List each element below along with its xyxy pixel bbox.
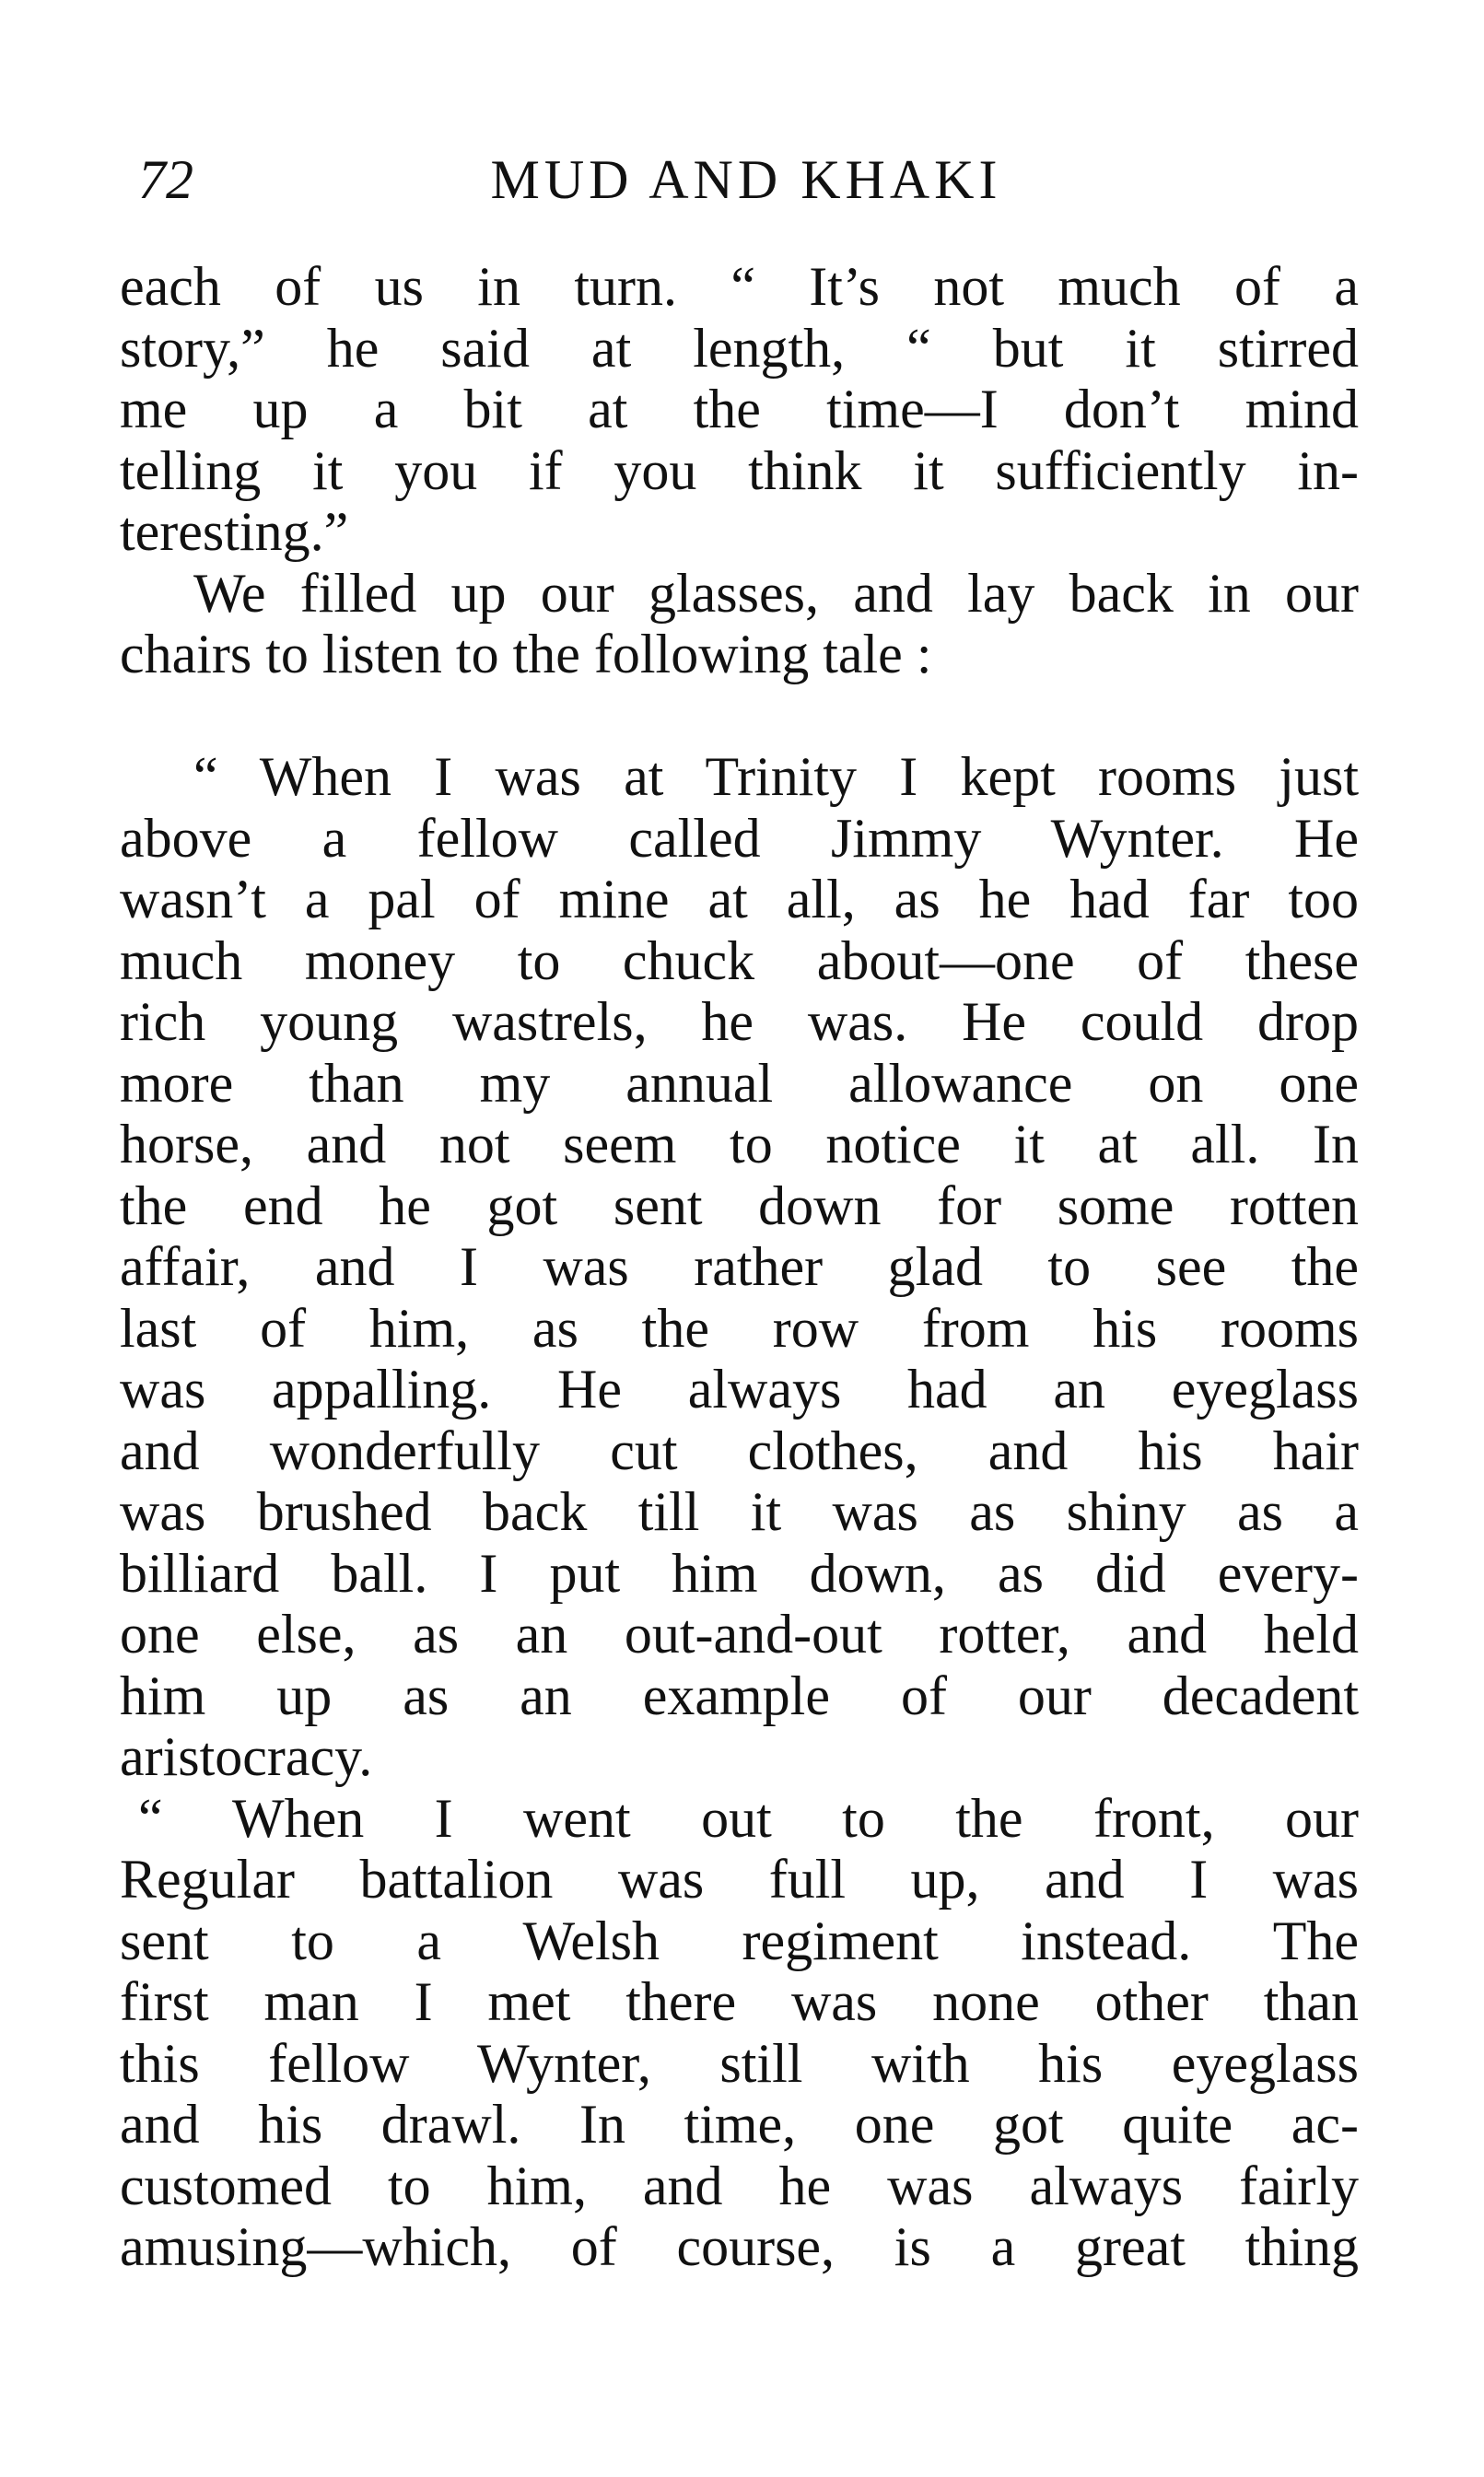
text-line: me up a bit at the time—I don’t mind bbox=[120, 379, 1359, 439]
text-line: affair, and I was rather glad to see the bbox=[120, 1236, 1359, 1297]
text-line: “ When I was at Trinity I kept rooms just bbox=[193, 746, 1359, 807]
text-line: and his drawl. In time, one got quite ac- bbox=[120, 2094, 1359, 2155]
text-line: this fellow Wynter, still with his eyeglass bbox=[120, 2032, 1359, 2094]
text-line: wasn’t a pal of mine at all, as he had far too bbox=[120, 869, 1359, 929]
text-line: aristocracy. bbox=[120, 1726, 373, 1787]
text-line: story,” he said at length, “ but it stirred bbox=[120, 317, 1359, 379]
text-line: chairs to listen to the following tale : bbox=[120, 624, 932, 684]
text-line: more than my annual allowance on one bbox=[120, 1052, 1359, 1114]
text-line: Regular battalion was full up, and I was bbox=[120, 1849, 1359, 1910]
page-header bbox=[138, 143, 1354, 216]
text-line: telling it you if you think it sufficiently in- bbox=[120, 439, 1359, 501]
text-line: first man I met there was none other than bbox=[120, 1971, 1359, 2032]
text-line: customed to him, and he was always fairly bbox=[120, 2155, 1359, 2216]
text-line: rich young wastrels, he was. He could drop bbox=[120, 991, 1359, 1052]
text-line: above a fellow called Jimmy Wynter. He bbox=[120, 807, 1359, 869]
text-line: sent to a Welsh regiment instead. The bbox=[120, 1910, 1359, 1971]
text-line: much money to chuck about—one of these bbox=[120, 929, 1359, 991]
section-break bbox=[120, 685, 1359, 747]
text-line: teresting.” bbox=[120, 501, 349, 562]
body-text bbox=[120, 256, 1359, 2278]
text-line: one else, as an out-and-out rotter, and held bbox=[120, 1604, 1359, 1665]
text-line: the end he got sent down for some rotten bbox=[120, 1174, 1359, 1236]
text-line: was brushed back till it was as shiny as a bbox=[120, 1481, 1359, 1542]
text-line: and wonderfully cut clothes, and his hair bbox=[120, 1420, 1359, 1481]
text-line: last of him, as the row from his rooms bbox=[120, 1297, 1359, 1359]
text-line: “ When I went out to the front, our bbox=[138, 1787, 1359, 1849]
running-title: MUD AND KHAKI bbox=[490, 149, 1002, 210]
text-line: each of us in turn. “ It’s not much of a bbox=[120, 256, 1359, 317]
text-line: him up as an example of our decadent bbox=[120, 1665, 1359, 1726]
page-number: 72 bbox=[138, 149, 193, 210]
text-line: billiard ball. I put him down, as did every- bbox=[120, 1542, 1359, 1604]
text-line: We filled up our glasses, and lay back in our bbox=[193, 562, 1359, 624]
text-line: was appalling. He always had an eyeglass bbox=[120, 1359, 1359, 1420]
text-line: horse, and not seem to notice it at all. In bbox=[120, 1114, 1359, 1174]
text-line: amusing—which, of course, is a great thing bbox=[120, 2216, 1359, 2277]
